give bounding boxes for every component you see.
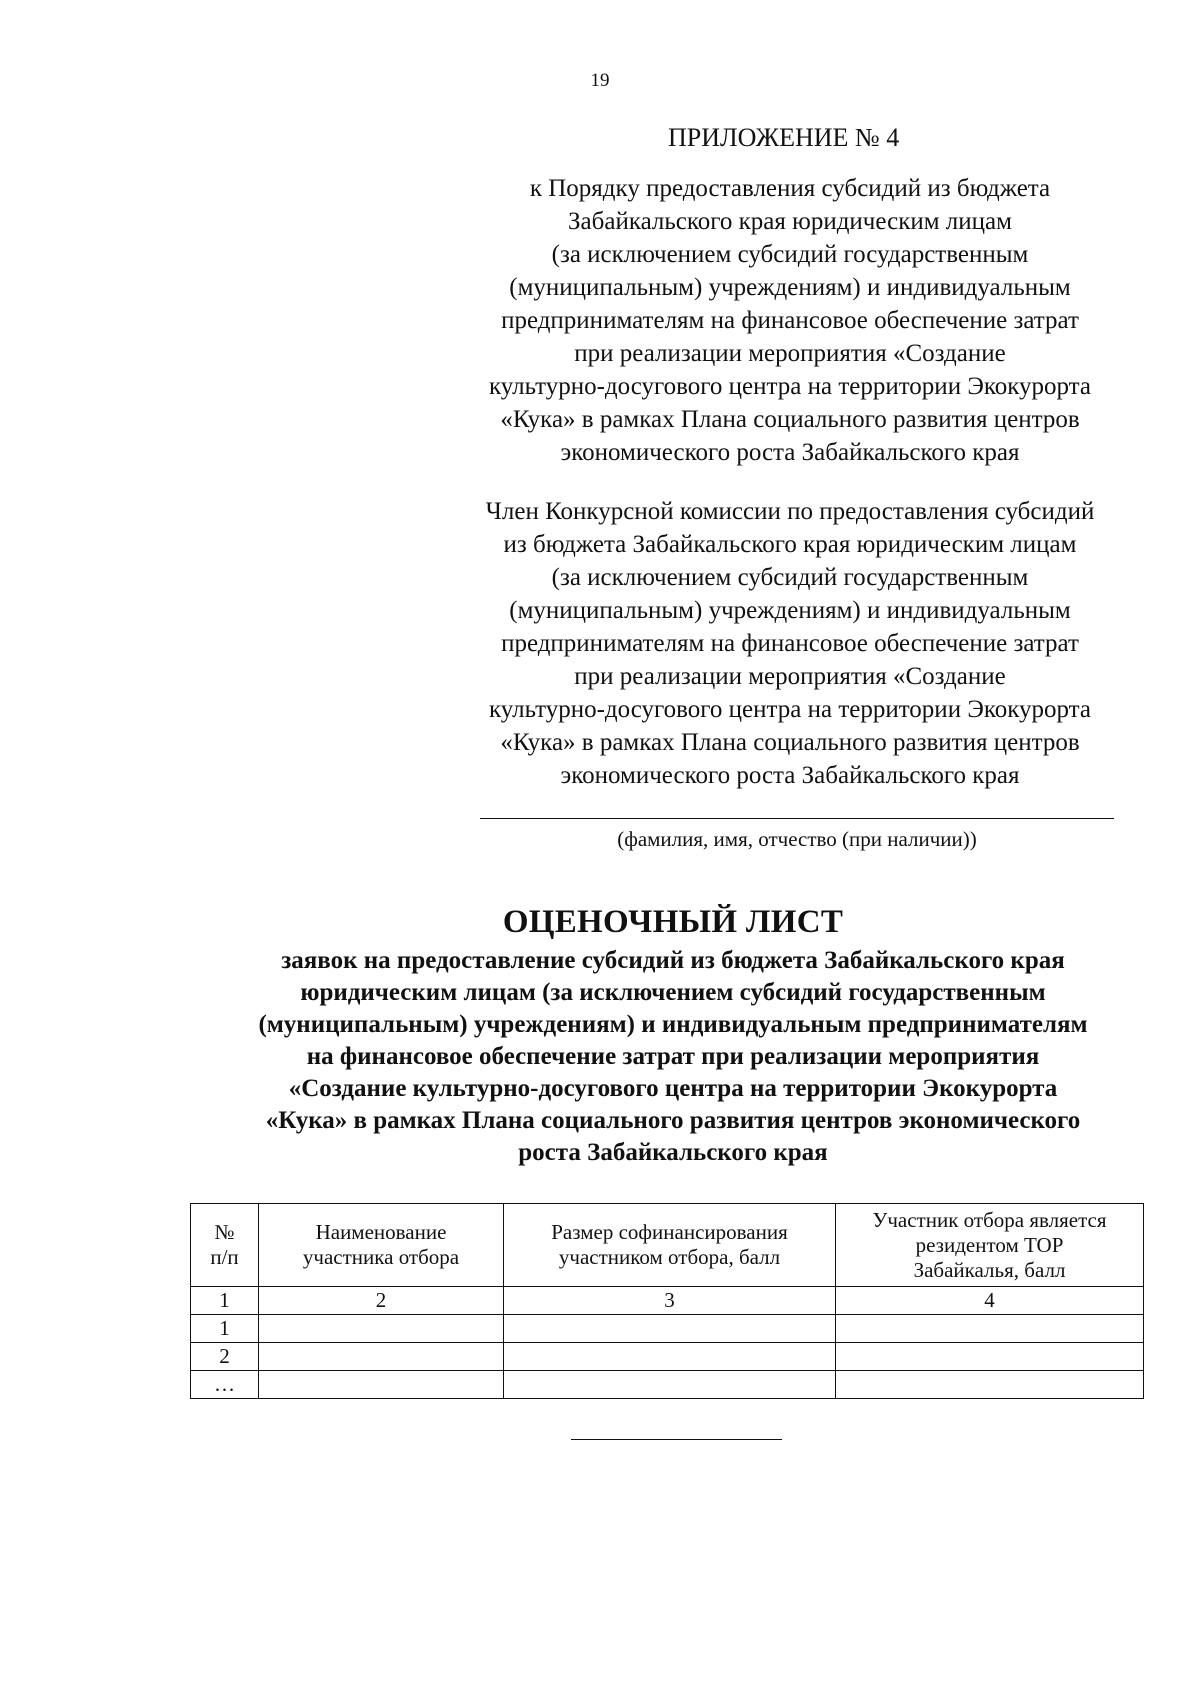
table-cell [504,1343,836,1371]
subtitle-line: юридическим лицам (за исключением субсидий государственным [300,979,1046,1006]
end-divider [571,1439,782,1440]
order-reference-line: культурно-досугового центра на территории Экокурорта [488,373,1091,400]
order-reference-line: Забайкальского края юридическим лицам [568,208,1012,235]
commission-member-block [440,495,1140,792]
header-text: Забайкалья, балл [913,1257,1066,1282]
signature-line [480,818,1114,819]
table-row [191,1343,1144,1371]
header-participant-name [259,1204,504,1287]
header-text: резидентом ТОР [915,1232,1064,1257]
order-reference-line: предпринимателям на финансовое обеспечение затрат [501,307,1079,334]
table-cell: 4 [836,1287,1144,1315]
subtitle-line: «Создание культурно-досугового центра на территории Экокурорта [288,1075,1058,1102]
order-reference-line: экономического роста Забайкальского края [560,439,1020,466]
header-tor-resident [836,1204,1144,1287]
subtitle-line: заявок на предоставление субсидий из бюджета Забайкальского края [281,947,1065,974]
table-cell [504,1315,836,1343]
commission-member-line: культурно-досугового центра на территории Экокурорта [488,696,1091,723]
order-reference-line: «Кука» в рамках Плана социального развития центров [500,406,1080,433]
document-subtitle [180,945,1166,1169]
table-cell [504,1371,836,1399]
table-row [191,1315,1144,1343]
table-cell [836,1343,1144,1371]
table-cell: 1 [191,1315,259,1343]
appendix-title: ПРИЛОЖЕНИЕ № 4 [668,123,900,152]
header-cofinancing [504,1204,836,1287]
commission-member-line: Член Конкурсной комиссии по предоставления субсидий [485,498,1095,525]
evaluation-table [190,1203,1144,1399]
signature-caption: (фамилия, имя, отчество (при наличии)) [617,827,977,851]
order-reference-line: (муниципальным) учреждениям) и индивидуальным [509,274,1071,301]
subtitle-line: роста Забайкальского края [518,1139,828,1166]
order-reference-line: при реализации мероприятия «Создание [574,340,1006,367]
header-text: Участник отбора является [872,1207,1107,1232]
commission-member-line: экономического роста Забайкальского края [560,762,1020,789]
table-cell: 1 [191,1287,259,1315]
table-cell: 3 [504,1287,836,1315]
page-number: 19 [590,70,610,91]
commission-member-line: при реализации мероприятия «Создание [574,663,1006,690]
header-text: Размер софинансирования [551,1220,788,1244]
subtitle-line: на финансовое обеспечение затрат при реализации мероприятия [306,1043,1040,1070]
table-cell [259,1315,504,1343]
order-reference-block [440,172,1140,469]
order-reference-line: (за исключением субсидий государственным [551,241,1029,268]
commission-member-line: из бюджета Забайкальского края юридическим лицам [503,531,1077,558]
table-header-row [191,1204,1144,1287]
header-text: участника отбора [302,1245,460,1269]
commission-member-line: (муниципальным) учреждениям) и индивидуальным [509,597,1071,624]
table-cell: … [191,1371,259,1399]
table-row [191,1371,1144,1399]
header-text: № [214,1220,235,1244]
subtitle-line: (муниципальным) учреждениям) и индивидуальным предпринимателям [258,1011,1088,1038]
header-text: Наименование [315,1220,447,1244]
table-row [191,1287,1144,1315]
table-cell [836,1371,1144,1399]
commission-member-line: предпринимателям на финансовое обеспечение затрат [501,630,1079,657]
table-cell: 2 [259,1287,504,1315]
table-cell [836,1315,1144,1343]
table-cell [259,1343,504,1371]
table-cell [259,1371,504,1399]
order-reference-line: к Порядку предоставления субсидий из бюджета [529,175,1051,202]
header-text: п/п [210,1245,239,1269]
document-title: ОЦЕНОЧНЫЙ ЛИСТ [502,904,844,940]
subtitle-line: «Кука» в рамках Плана социального развития центров экономического [265,1107,1081,1134]
header-text: участником отбора, балл [558,1245,781,1269]
table-cell: 2 [191,1343,259,1371]
commission-member-line: (за исключением субсидий государственным [551,564,1029,591]
header-number [191,1204,259,1287]
commission-member-line: «Кука» в рамках Плана социального развития центров [500,729,1080,756]
